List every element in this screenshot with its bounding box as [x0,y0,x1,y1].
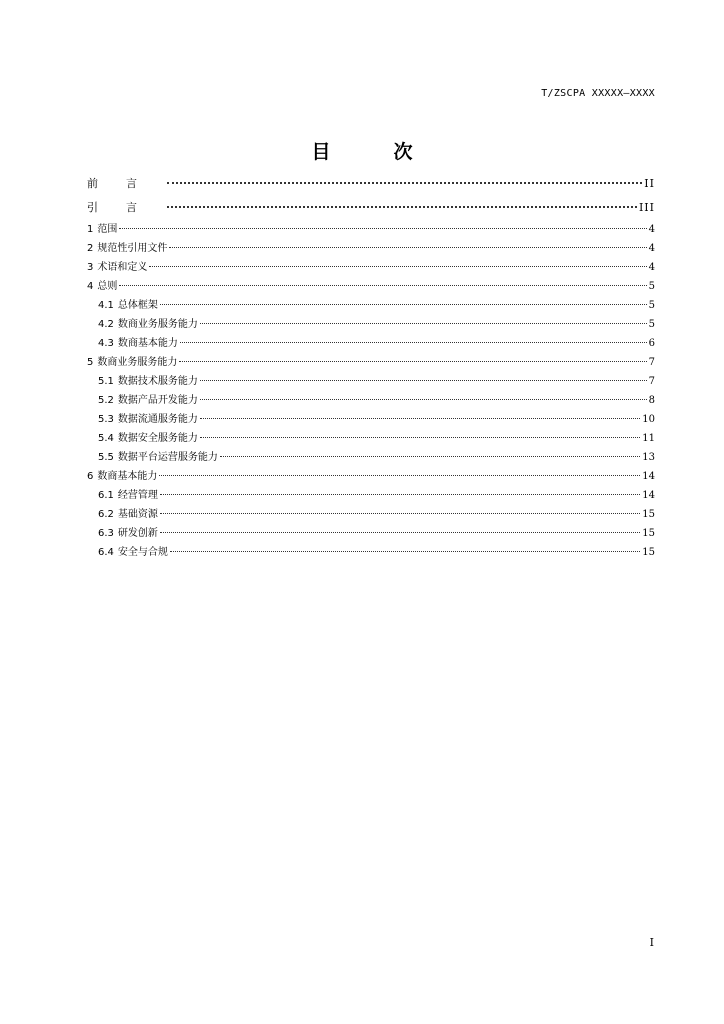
dot-leader [169,246,646,248]
dot-leader [167,181,642,184]
toc-entry-page: 7 [648,376,655,387]
toc-entry-label: 安全与合规 [117,547,168,558]
toc-entry-label: 数据平台运营服务能力 [117,452,218,463]
dot-leader [200,417,640,419]
toc-entry-page: 4 [648,262,655,273]
dot-leader [119,284,646,286]
toc-entry-number: 5.3 [98,414,114,425]
toc-entry[interactable] [87,334,655,353]
toc-entry[interactable] [87,410,655,429]
dot-leader [119,227,646,229]
toc-entry-page: 14 [642,490,655,501]
toc-entry-label: 总则 [97,281,118,292]
toc-entry-page: 5 [648,319,655,330]
toc-entry-label: 研发创新 [117,528,158,539]
toc-entry-foreword[interactable] [87,172,655,196]
toc-entry-page: 5 [648,300,655,311]
toc-entry-page: III [638,201,655,214]
toc-entry-number: 5.4 [98,433,114,444]
dot-leader [160,512,640,514]
toc-entry-page: 14 [642,471,655,482]
toc-entry-number: 4.1 [98,300,114,311]
toc-entry-page: 5 [648,281,655,292]
toc-entry-number: 6 [87,471,94,482]
toc-entry-page: 4 [648,224,655,235]
toc-entry-page: 15 [642,509,655,520]
toc-entry-label: 术语和定义 [97,262,148,273]
toc-entry-number: 3 [87,262,94,273]
toc-entry-label: 前言 [87,177,165,190]
dot-leader [179,360,646,362]
toc-entry-number: 5.5 [98,452,114,463]
toc-entry-label: 规范性引用文件 [97,243,168,254]
toc-entry-number: 4.3 [98,338,114,349]
toc-entry-page: 10 [642,414,655,425]
toc-entry-introduction[interactable] [87,196,655,220]
toc-entry-page: 8 [648,395,655,406]
toc-entry-number: 5.2 [98,395,114,406]
toc-entry-number: 5 [87,357,94,368]
toc-entry-page: 15 [642,528,655,539]
toc-entry-label: 数据技术服务能力 [117,376,198,387]
toc-entry-label: 数据安全服务能力 [117,433,198,444]
toc-entry-label: 数据产品开发能力 [117,395,198,406]
toc-entry-label: 基础资源 [117,509,158,520]
toc-entry-page: 4 [648,243,655,254]
toc-entry-page: 7 [648,357,655,368]
dot-leader [170,550,640,552]
toc-entry-label: 数商基本能力 [97,471,158,482]
toc-entry[interactable] [87,505,655,524]
dot-leader [200,398,647,400]
toc-entry-number: 5.1 [98,376,114,387]
dot-leader [160,493,640,495]
standard-code: T/ZSCPA XXXXX—XXXX [541,88,655,99]
table-of-contents [87,172,655,562]
toc-entry-number: 6.2 [98,509,114,520]
toc-entry[interactable] [87,372,655,391]
toc-entry-label: 范围 [97,224,118,235]
toc-entry-number: 6.3 [98,528,114,539]
toc-entry[interactable] [87,277,655,296]
toc-entry-number: 6.4 [98,547,114,558]
toc-entry-label: 总体框架 [117,300,158,311]
dot-leader [220,455,640,457]
toc-entry[interactable] [87,524,655,543]
dot-leader [200,379,647,381]
toc-title: 目 次 [311,141,435,163]
toc-entry-page: 11 [642,433,655,444]
toc-entry-label: 数据流通服务能力 [117,414,198,425]
toc-entry-page: II [644,177,655,190]
toc-entry[interactable] [87,391,655,410]
dot-leader [159,474,640,476]
dot-leader [200,436,640,438]
toc-entry-number: 6.1 [98,490,114,501]
dot-leader [160,531,640,533]
toc-entry-label: 引言 [87,201,165,214]
toc-entry[interactable] [87,353,655,372]
toc-entry-page: 6 [648,338,655,349]
toc-entry[interactable] [87,239,655,258]
toc-entry[interactable] [87,220,655,239]
dot-leader [160,303,647,305]
toc-entry[interactable] [87,258,655,277]
dot-leader [180,341,647,343]
toc-entry-label: 数商业务服务能力 [117,319,198,330]
toc-entry-label: 数商业务服务能力 [97,357,178,368]
toc-entry[interactable] [87,543,655,562]
toc-entry[interactable] [87,486,655,505]
toc-entry-number: 4 [87,281,94,292]
dot-leader [167,205,637,208]
toc-entry-label: 数商基本能力 [117,338,178,349]
toc-entry[interactable] [87,296,655,315]
toc-entry[interactable] [87,315,655,334]
toc-entry-number: 1 [87,224,94,235]
dot-leader [149,265,646,267]
toc-entry-number: 4.2 [98,319,114,330]
toc-entry-label: 经营管理 [117,490,158,501]
toc-entry-number: 2 [87,243,94,254]
toc-entry[interactable] [87,429,655,448]
toc-entry-page: 13 [642,452,655,463]
toc-entry-page: 15 [642,547,655,558]
page-number: I [649,936,654,949]
dot-leader [200,322,647,324]
toc-entry[interactable] [87,448,655,467]
toc-entry[interactable] [87,467,655,486]
